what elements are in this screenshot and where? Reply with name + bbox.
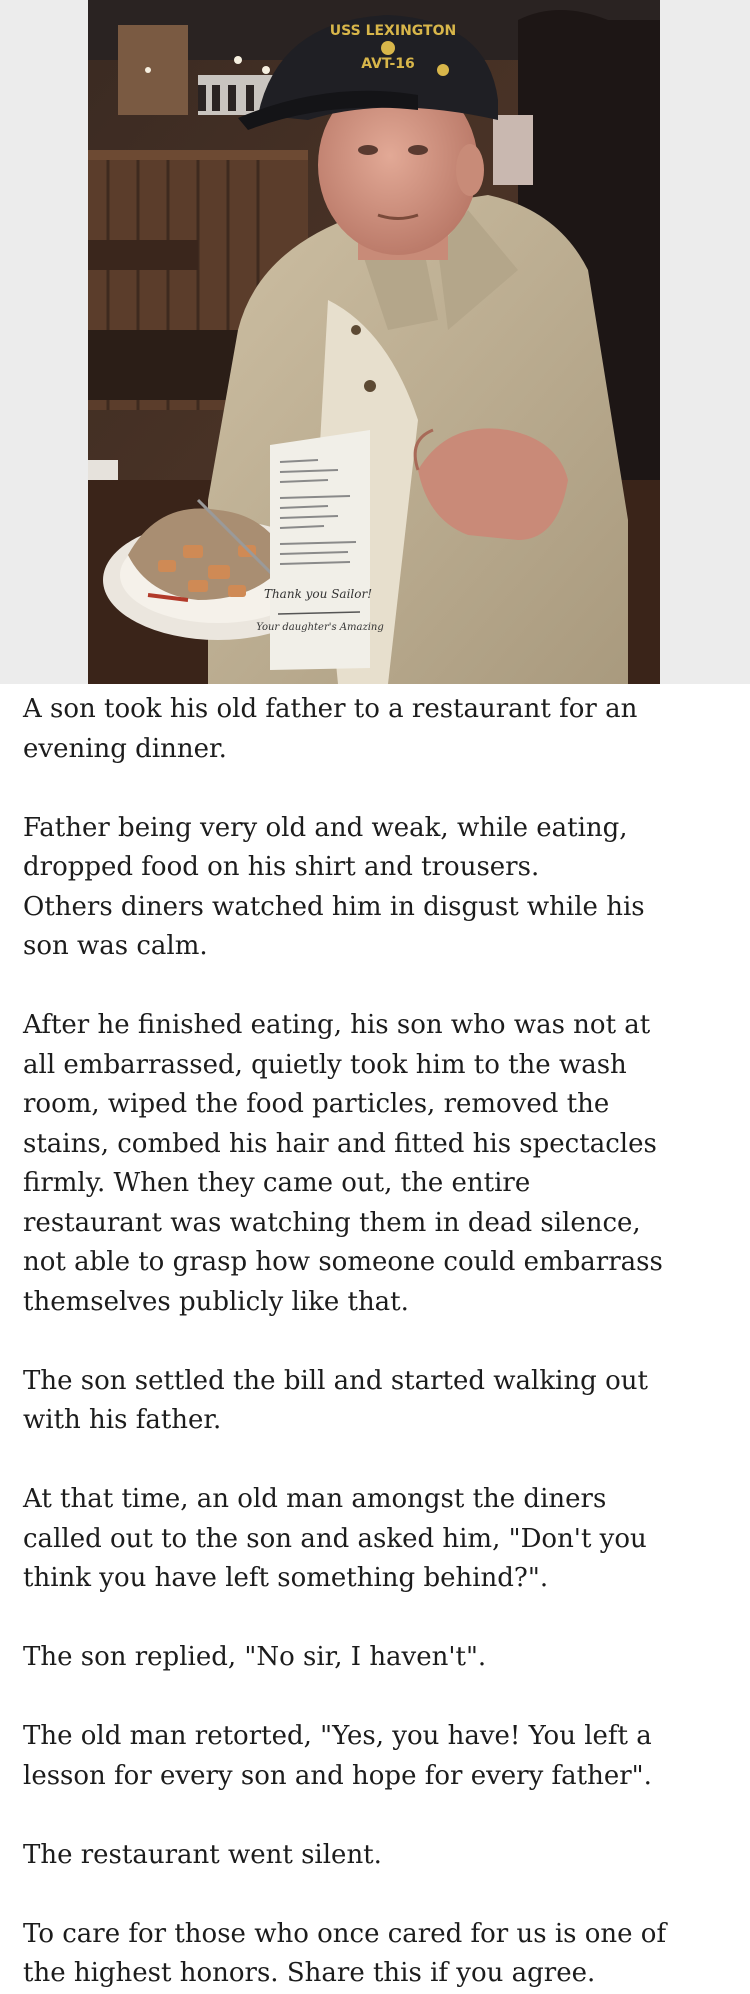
text-line: Others diners watched him in disgust while his — [23, 891, 645, 922]
article-paragraph — [23, 1480, 733, 1599]
text-line: The son settled the bill and started walking out — [23, 1365, 648, 1396]
text-line: Father being very old and weak, while eating, — [23, 812, 628, 843]
text-line: The old man retorted, "Yes, you have! You left a — [23, 1721, 652, 1751]
text-line: stains, combed his hair and fitted his spectacles — [23, 1128, 657, 1159]
text-line: the highest honors. Share this if you agree. — [23, 1958, 596, 1988]
text-line: At that time, an old man amongst the diners — [23, 1484, 607, 1514]
text-line: After he finished eating, his son who was not at — [23, 1010, 651, 1040]
text-line: The son replied, "No sir, I haven't". — [23, 1642, 487, 1672]
photo-frame — [0, 0, 750, 684]
text-line: The restaurant went silent. — [23, 1839, 382, 1870]
text-line: think you have left something behind?". — [23, 1563, 549, 1593]
article-paragraph — [23, 1717, 733, 1796]
article-paragraph — [23, 1006, 733, 1322]
text-line: with his father. — [23, 1405, 222, 1435]
cap-text-top: USS LEXINGTON — [329, 23, 457, 39]
text-line: To care for those who once cared for us is one of — [23, 1918, 667, 1949]
text-line: not able to grasp how someone could embarrass — [23, 1247, 663, 1277]
text-line: firmly. When they came out, the entire — [23, 1168, 531, 1198]
text-line: A son took his old father to a restaurant for an — [23, 694, 638, 724]
receipt-note: Thank you Sailor! — [263, 587, 373, 601]
text-line: themselves publicly like that. — [23, 1286, 409, 1317]
article-paragraph — [23, 690, 733, 769]
text-line: room, wiped the food particles, removed the — [23, 1089, 610, 1119]
text-line: son was calm. — [23, 931, 208, 961]
text-line: all embarrassed, quietly took him to the wash — [23, 1049, 627, 1080]
text-line: dropped food on his shirt and trousers. — [23, 852, 540, 882]
text-line: evening dinner. — [23, 733, 227, 764]
article-paragraph — [23, 1836, 733, 1876]
text-line: called out to the son and asked him, "Don't you — [23, 1523, 647, 1554]
article-body — [23, 690, 733, 1994]
article-paragraph — [23, 809, 733, 967]
text-line: restaurant was watching them in dead silence, — [23, 1207, 641, 1238]
text-line: lesson for every son and hope for every father". — [23, 1760, 652, 1791]
article-paragraph — [23, 1638, 733, 1678]
article-paragraph — [23, 1915, 733, 1994]
veteran-photo — [88, 0, 660, 684]
article-paragraph — [23, 1362, 733, 1441]
receipt-signature: Your daughter's Amazing — [256, 622, 384, 633]
cap-text-bottom: AVT-16 — [361, 56, 415, 72]
